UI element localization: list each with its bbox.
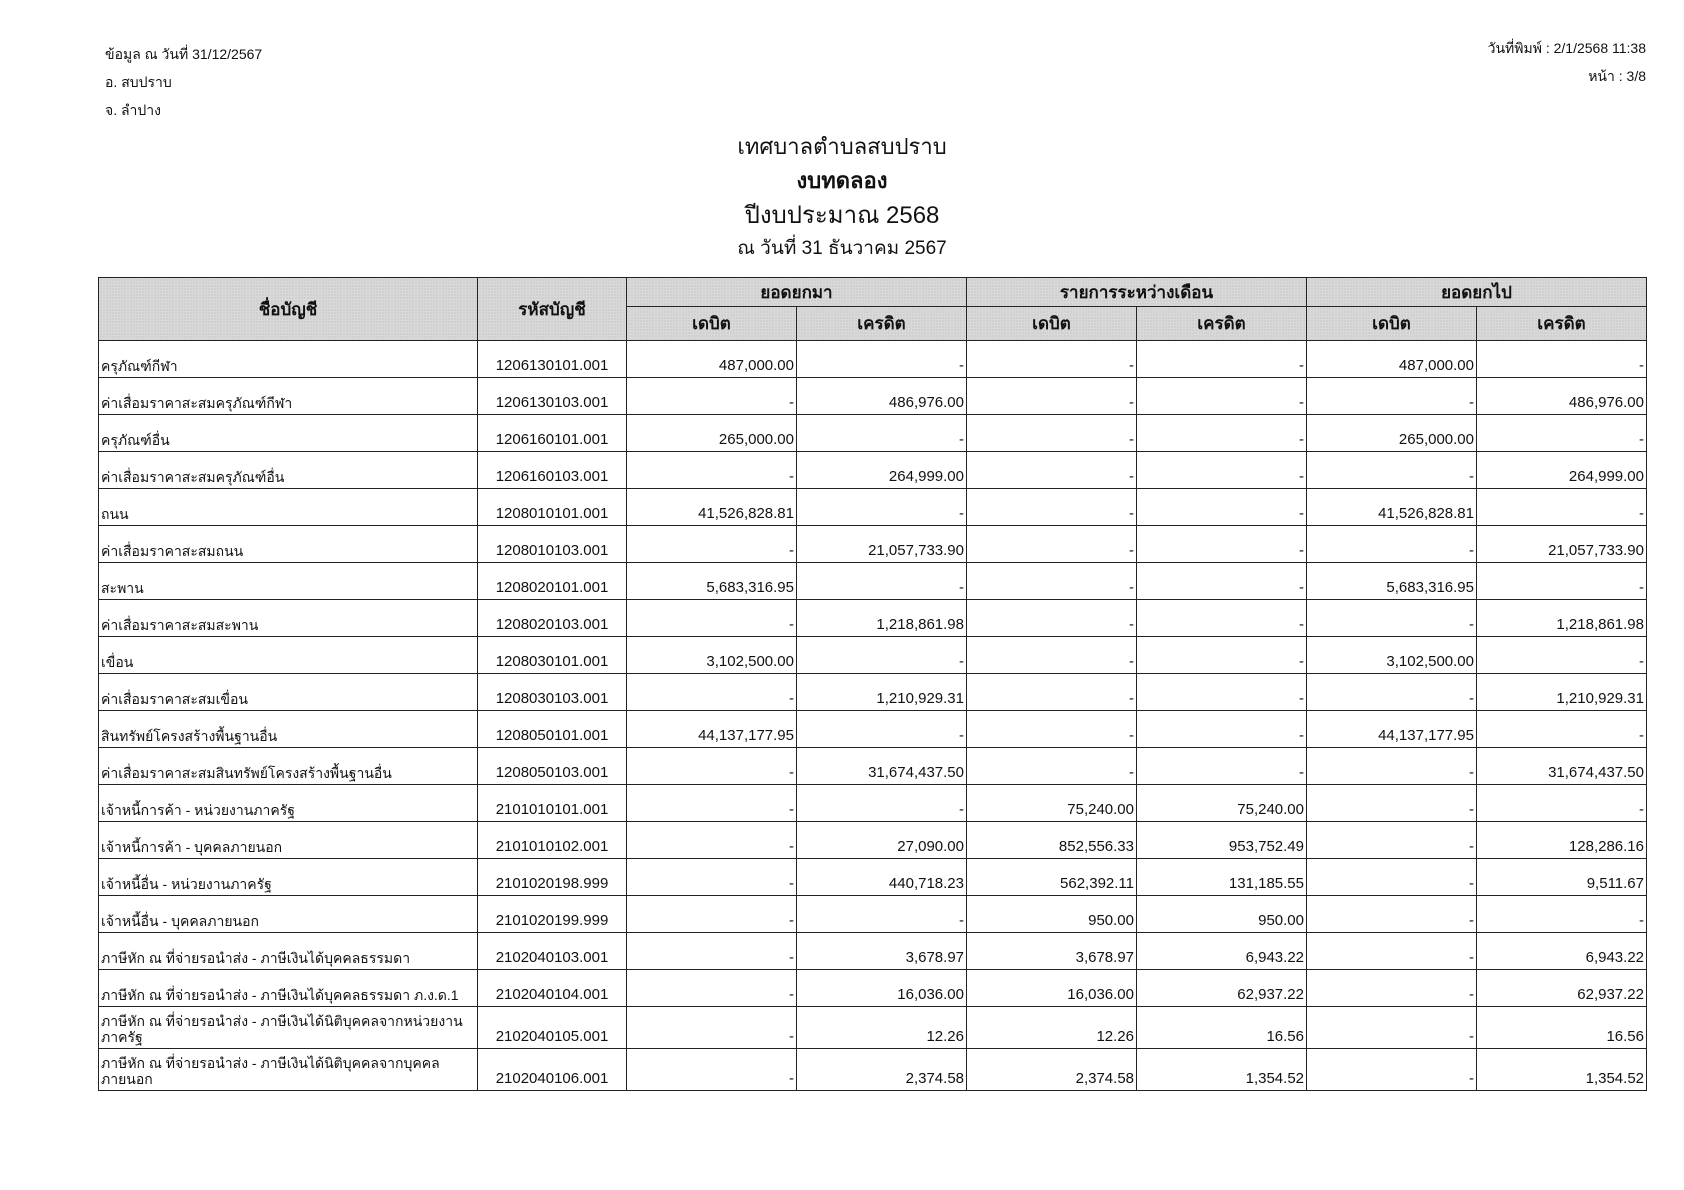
month-debit-cell: - [967,489,1137,526]
table-row [99,600,1647,637]
account-code-cell: 2102040103.001 [478,933,627,970]
table-row [99,859,1647,896]
closing-credit-cell: - [1477,341,1647,378]
opening-debit-cell: 3,102,500.00 [627,637,797,674]
closing-debit-cell: - [1307,970,1477,1007]
account-name-cell: ภาษีหัก ณ ที่จ่ายรอนำส่ง - ภาษีเงินได้นิติบุคคลจากบุคคลภายนอก [99,1049,478,1091]
account-code-cell: 2102040106.001 [478,1049,627,1091]
opening-debit-cell: - [627,674,797,711]
account-name-cell: ครุภัณฑ์กีฬา [99,341,478,378]
month-credit-cell: - [1137,526,1307,563]
table-row [99,563,1647,600]
closing-credit-cell: 31,674,437.50 [1477,748,1647,785]
table-row [99,1007,1647,1049]
table-row [99,415,1647,452]
month-debit-cell: - [967,563,1137,600]
header-account-name: ชื่อบัญชี [99,278,478,341]
opening-debit-cell: - [627,600,797,637]
month-debit-cell: 75,240.00 [967,785,1137,822]
closing-credit-cell: 9,511.67 [1477,859,1647,896]
fiscal-year: ปีงบประมาณ 2568 [744,202,940,229]
closing-debit-cell: - [1307,452,1477,489]
opening-credit-cell: - [797,896,967,933]
header-opening-credit: เครดิต [797,307,967,341]
opening-debit-cell: - [627,822,797,859]
account-code-cell: 1208010101.001 [478,489,627,526]
month-credit-cell: - [1137,341,1307,378]
account-code-cell: 2101020199.999 [478,896,627,933]
month-debit-cell: - [967,452,1137,489]
data-as-of-date: ข้อมูล ณ วันที่ 31/12/2567 [105,46,263,62]
month-debit-cell: - [967,748,1137,785]
opening-debit-cell: 41,526,828.81 [627,489,797,526]
table-row [99,1049,1647,1091]
account-code-cell: 1208020103.001 [478,600,627,637]
opening-debit-cell: - [627,378,797,415]
month-credit-cell: 62,937.22 [1137,970,1307,1007]
opening-credit-cell: - [797,489,967,526]
header-opening-debit: เดบิต [627,307,797,341]
closing-credit-cell: 1,218,861.98 [1477,600,1647,637]
closing-debit-cell: 41,526,828.81 [1307,489,1477,526]
opening-credit-cell: 1,218,861.98 [797,600,967,637]
opening-debit-cell: - [627,1007,797,1049]
month-debit-cell: - [967,637,1137,674]
month-debit-cell: 950.00 [967,896,1137,933]
header-account-code: รหัสบัญชี [478,278,627,341]
opening-credit-cell: - [797,415,967,452]
opening-debit-cell: - [627,859,797,896]
header-closing-credit: เครดิต [1477,307,1647,341]
opening-debit-cell: - [627,1049,797,1091]
closing-credit-cell: 16.56 [1477,1007,1647,1049]
closing-credit-cell: - [1477,785,1647,822]
month-credit-cell: - [1137,637,1307,674]
month-debit-cell: 12.26 [967,1007,1137,1049]
month-credit-cell: 75,240.00 [1137,785,1307,822]
opening-debit-cell: - [627,452,797,489]
closing-debit-cell: - [1307,859,1477,896]
account-code-cell: 1206130101.001 [478,341,627,378]
closing-debit-cell: - [1307,896,1477,933]
closing-credit-cell: 264,999.00 [1477,452,1647,489]
organization-name: เทศบาลตำบลสบปราบ [737,134,947,159]
table-row [99,526,1647,563]
header-month-activity: รายการระหว่างเดือน [967,278,1307,307]
account-name-cell: สะพาน [99,563,478,600]
province-label: จ. ลำปาง [105,102,162,118]
header-closing-debit: เดบิต [1307,307,1477,341]
account-code-cell: 2101020198.999 [478,859,627,896]
account-code-cell: 1208030103.001 [478,674,627,711]
closing-debit-cell: - [1307,748,1477,785]
closing-debit-cell: 5,683,316.95 [1307,563,1477,600]
closing-credit-cell: 128,286.16 [1477,822,1647,859]
header-month-credit: เครดิต [1137,307,1307,341]
account-name-cell: ภาษีหัก ณ ที่จ่ายรอนำส่ง - ภาษีเงินได้นิติบุคคลจากหน่วยงานภาครัฐ [99,1007,478,1049]
account-code-cell: 1208050101.001 [478,711,627,748]
closing-debit-cell: - [1307,526,1477,563]
account-name-cell: เจ้าหนี้อื่น - หน่วยงานภาครัฐ [99,859,478,896]
month-credit-cell: 950.00 [1137,896,1307,933]
opening-debit-cell: - [627,933,797,970]
closing-credit-cell: 1,210,929.31 [1477,674,1647,711]
account-name-cell: ค่าเสื่อมราคาสะสมสินทรัพย์โครงสร้างพื้นฐานอื่น [99,748,478,785]
account-code-cell: 1208010103.001 [478,526,627,563]
month-credit-cell: - [1137,748,1307,785]
table-row [99,785,1647,822]
opening-debit-cell: 265,000.00 [627,415,797,452]
opening-credit-cell: 264,999.00 [797,452,967,489]
opening-credit-cell: 21,057,733.90 [797,526,967,563]
opening-credit-cell: - [797,637,967,674]
opening-credit-cell: 2,374.58 [797,1049,967,1091]
month-credit-cell: - [1137,378,1307,415]
month-debit-cell: - [967,600,1137,637]
month-credit-cell: - [1137,489,1307,526]
closing-debit-cell: 265,000.00 [1307,415,1477,452]
month-credit-cell: 6,943.22 [1137,933,1307,970]
closing-credit-cell: 62,937.22 [1477,970,1647,1007]
report-meta-right [1488,34,1646,90]
account-name-cell: ครุภัณฑ์อื่น [99,415,478,452]
report-meta-left [105,40,262,124]
opening-debit-cell: - [627,748,797,785]
opening-credit-cell: 12.26 [797,1007,967,1049]
account-name-cell: ถนน [99,489,478,526]
month-debit-cell: 562,392.11 [967,859,1137,896]
table-row [99,489,1647,526]
as-of-date: ณ วันที่ 31 ธันวาคม 2567 [737,238,947,259]
month-credit-cell: - [1137,415,1307,452]
opening-credit-cell: - [797,341,967,378]
month-debit-cell: - [967,415,1137,452]
closing-debit-cell: 3,102,500.00 [1307,637,1477,674]
opening-debit-cell: - [627,896,797,933]
month-credit-cell: 131,185.55 [1137,859,1307,896]
closing-credit-cell: 21,057,733.90 [1477,526,1647,563]
closing-credit-cell: - [1477,563,1647,600]
account-name-cell: เจ้าหนี้อื่น - บุคคลภายนอก [99,896,478,933]
opening-credit-cell: - [797,785,967,822]
closing-credit-cell: 6,943.22 [1477,933,1647,970]
account-code-cell: 1206130103.001 [478,378,627,415]
closing-debit-cell: - [1307,378,1477,415]
table-row [99,933,1647,970]
closing-debit-cell: - [1307,822,1477,859]
account-name-cell: ค่าเสื่อมราคาสะสมครุภัณฑ์อื่น [99,452,478,489]
opening-debit-cell: - [627,970,797,1007]
closing-credit-cell: - [1477,489,1647,526]
month-debit-cell: - [967,526,1137,563]
account-name-cell: เจ้าหนี้การค้า - หน่วยงานภาครัฐ [99,785,478,822]
month-credit-cell: - [1137,600,1307,637]
account-name-cell: เขื่อน [99,637,478,674]
opening-debit-cell: - [627,785,797,822]
page-number: หน้า : 3/8 [1588,68,1646,84]
account-name-cell: สินทรัพย์โครงสร้างพื้นฐานอื่น [99,711,478,748]
closing-debit-cell: 487,000.00 [1307,341,1477,378]
district-label: อ. สบปราบ [105,74,172,90]
opening-debit-cell: 44,137,177.95 [627,711,797,748]
trial-balance-table [98,277,1647,1091]
closing-credit-cell: - [1477,896,1647,933]
month-debit-cell: 16,036.00 [967,970,1137,1007]
opening-debit-cell: 5,683,316.95 [627,563,797,600]
month-credit-cell: 1,354.52 [1137,1049,1307,1091]
closing-debit-cell: - [1307,1049,1477,1091]
account-code-cell: 1208050103.001 [478,748,627,785]
closing-debit-cell: - [1307,933,1477,970]
closing-credit-cell: - [1477,711,1647,748]
table-row [99,711,1647,748]
account-code-cell: 2102040105.001 [478,1007,627,1049]
print-date: วันที่พิมพ์ : 2/1/2568 11:38 [1487,40,1646,56]
month-credit-cell: - [1137,674,1307,711]
table-row [99,674,1647,711]
closing-credit-cell: 486,976.00 [1477,378,1647,415]
opening-credit-cell: 16,036.00 [797,970,967,1007]
account-name-cell: เจ้าหนี้การค้า - บุคคลภายนอก [99,822,478,859]
closing-debit-cell: - [1307,1007,1477,1049]
account-code-cell: 1208030101.001 [478,637,627,674]
opening-debit-cell: - [627,526,797,563]
closing-debit-cell: - [1307,785,1477,822]
closing-debit-cell: - [1307,600,1477,637]
account-code-cell: 1206160103.001 [478,452,627,489]
opening-credit-cell: 440,718.23 [797,859,967,896]
header-month-debit: เดบิต [967,307,1137,341]
opening-credit-cell: - [797,711,967,748]
header-opening-balance: ยอดยกมา [627,278,967,307]
account-name-cell: ค่าเสื่อมราคาสะสมสะพาน [99,600,478,637]
table-row [99,452,1647,489]
month-credit-cell: 953,752.49 [1137,822,1307,859]
account-code-cell: 1206160101.001 [478,415,627,452]
month-credit-cell: - [1137,563,1307,600]
table-row [99,637,1647,674]
month-credit-cell: 16.56 [1137,1007,1307,1049]
month-debit-cell: - [967,341,1137,378]
closing-debit-cell: - [1307,674,1477,711]
account-code-cell: 2102040104.001 [478,970,627,1007]
account-code-cell: 2101010102.001 [478,822,627,859]
month-debit-cell: 3,678.97 [967,933,1137,970]
opening-credit-cell: 1,210,929.31 [797,674,967,711]
opening-debit-cell: 487,000.00 [627,341,797,378]
account-name-cell: ภาษีหัก ณ ที่จ่ายรอนำส่ง - ภาษีเงินได้บุคคลธรรมดา ภ.ง.ด.1 [99,970,478,1007]
table-row [99,822,1647,859]
table-row [99,896,1647,933]
opening-credit-cell: 31,674,437.50 [797,748,967,785]
month-debit-cell: - [967,711,1137,748]
closing-debit-cell: 44,137,177.95 [1307,711,1477,748]
report-title-block [0,130,1684,264]
table-body [99,341,1647,1091]
month-debit-cell: 852,556.33 [967,822,1137,859]
account-name-cell: ค่าเสื่อมราคาสะสมถนน [99,526,478,563]
opening-credit-cell: 3,678.97 [797,933,967,970]
opening-credit-cell: - [797,563,967,600]
opening-credit-cell: 486,976.00 [797,378,967,415]
table-row [99,970,1647,1007]
account-name-cell: ค่าเสื่อมราคาสะสมเขื่อน [99,674,478,711]
month-debit-cell: 2,374.58 [967,1049,1137,1091]
opening-credit-cell: 27,090.00 [797,822,967,859]
account-name-cell: ภาษีหัก ณ ที่จ่ายรอนำส่ง - ภาษีเงินได้บุคคลธรรมดา [99,933,478,970]
table-row [99,378,1647,415]
account-name-cell: ค่าเสื่อมราคาสะสมครุภัณฑ์กีฬา [99,378,478,415]
closing-credit-cell: 1,354.52 [1477,1049,1647,1091]
header-closing-balance: ยอดยกไป [1307,278,1647,307]
account-code-cell: 1208020101.001 [478,563,627,600]
closing-credit-cell: - [1477,637,1647,674]
month-debit-cell: - [967,674,1137,711]
report-name: งบทดลอง [796,168,888,193]
account-code-cell: 2101010101.001 [478,785,627,822]
month-debit-cell: - [967,378,1137,415]
table-row [99,341,1647,378]
month-credit-cell: - [1137,711,1307,748]
table-row [99,748,1647,785]
month-credit-cell: - [1137,452,1307,489]
closing-credit-cell: - [1477,415,1647,452]
